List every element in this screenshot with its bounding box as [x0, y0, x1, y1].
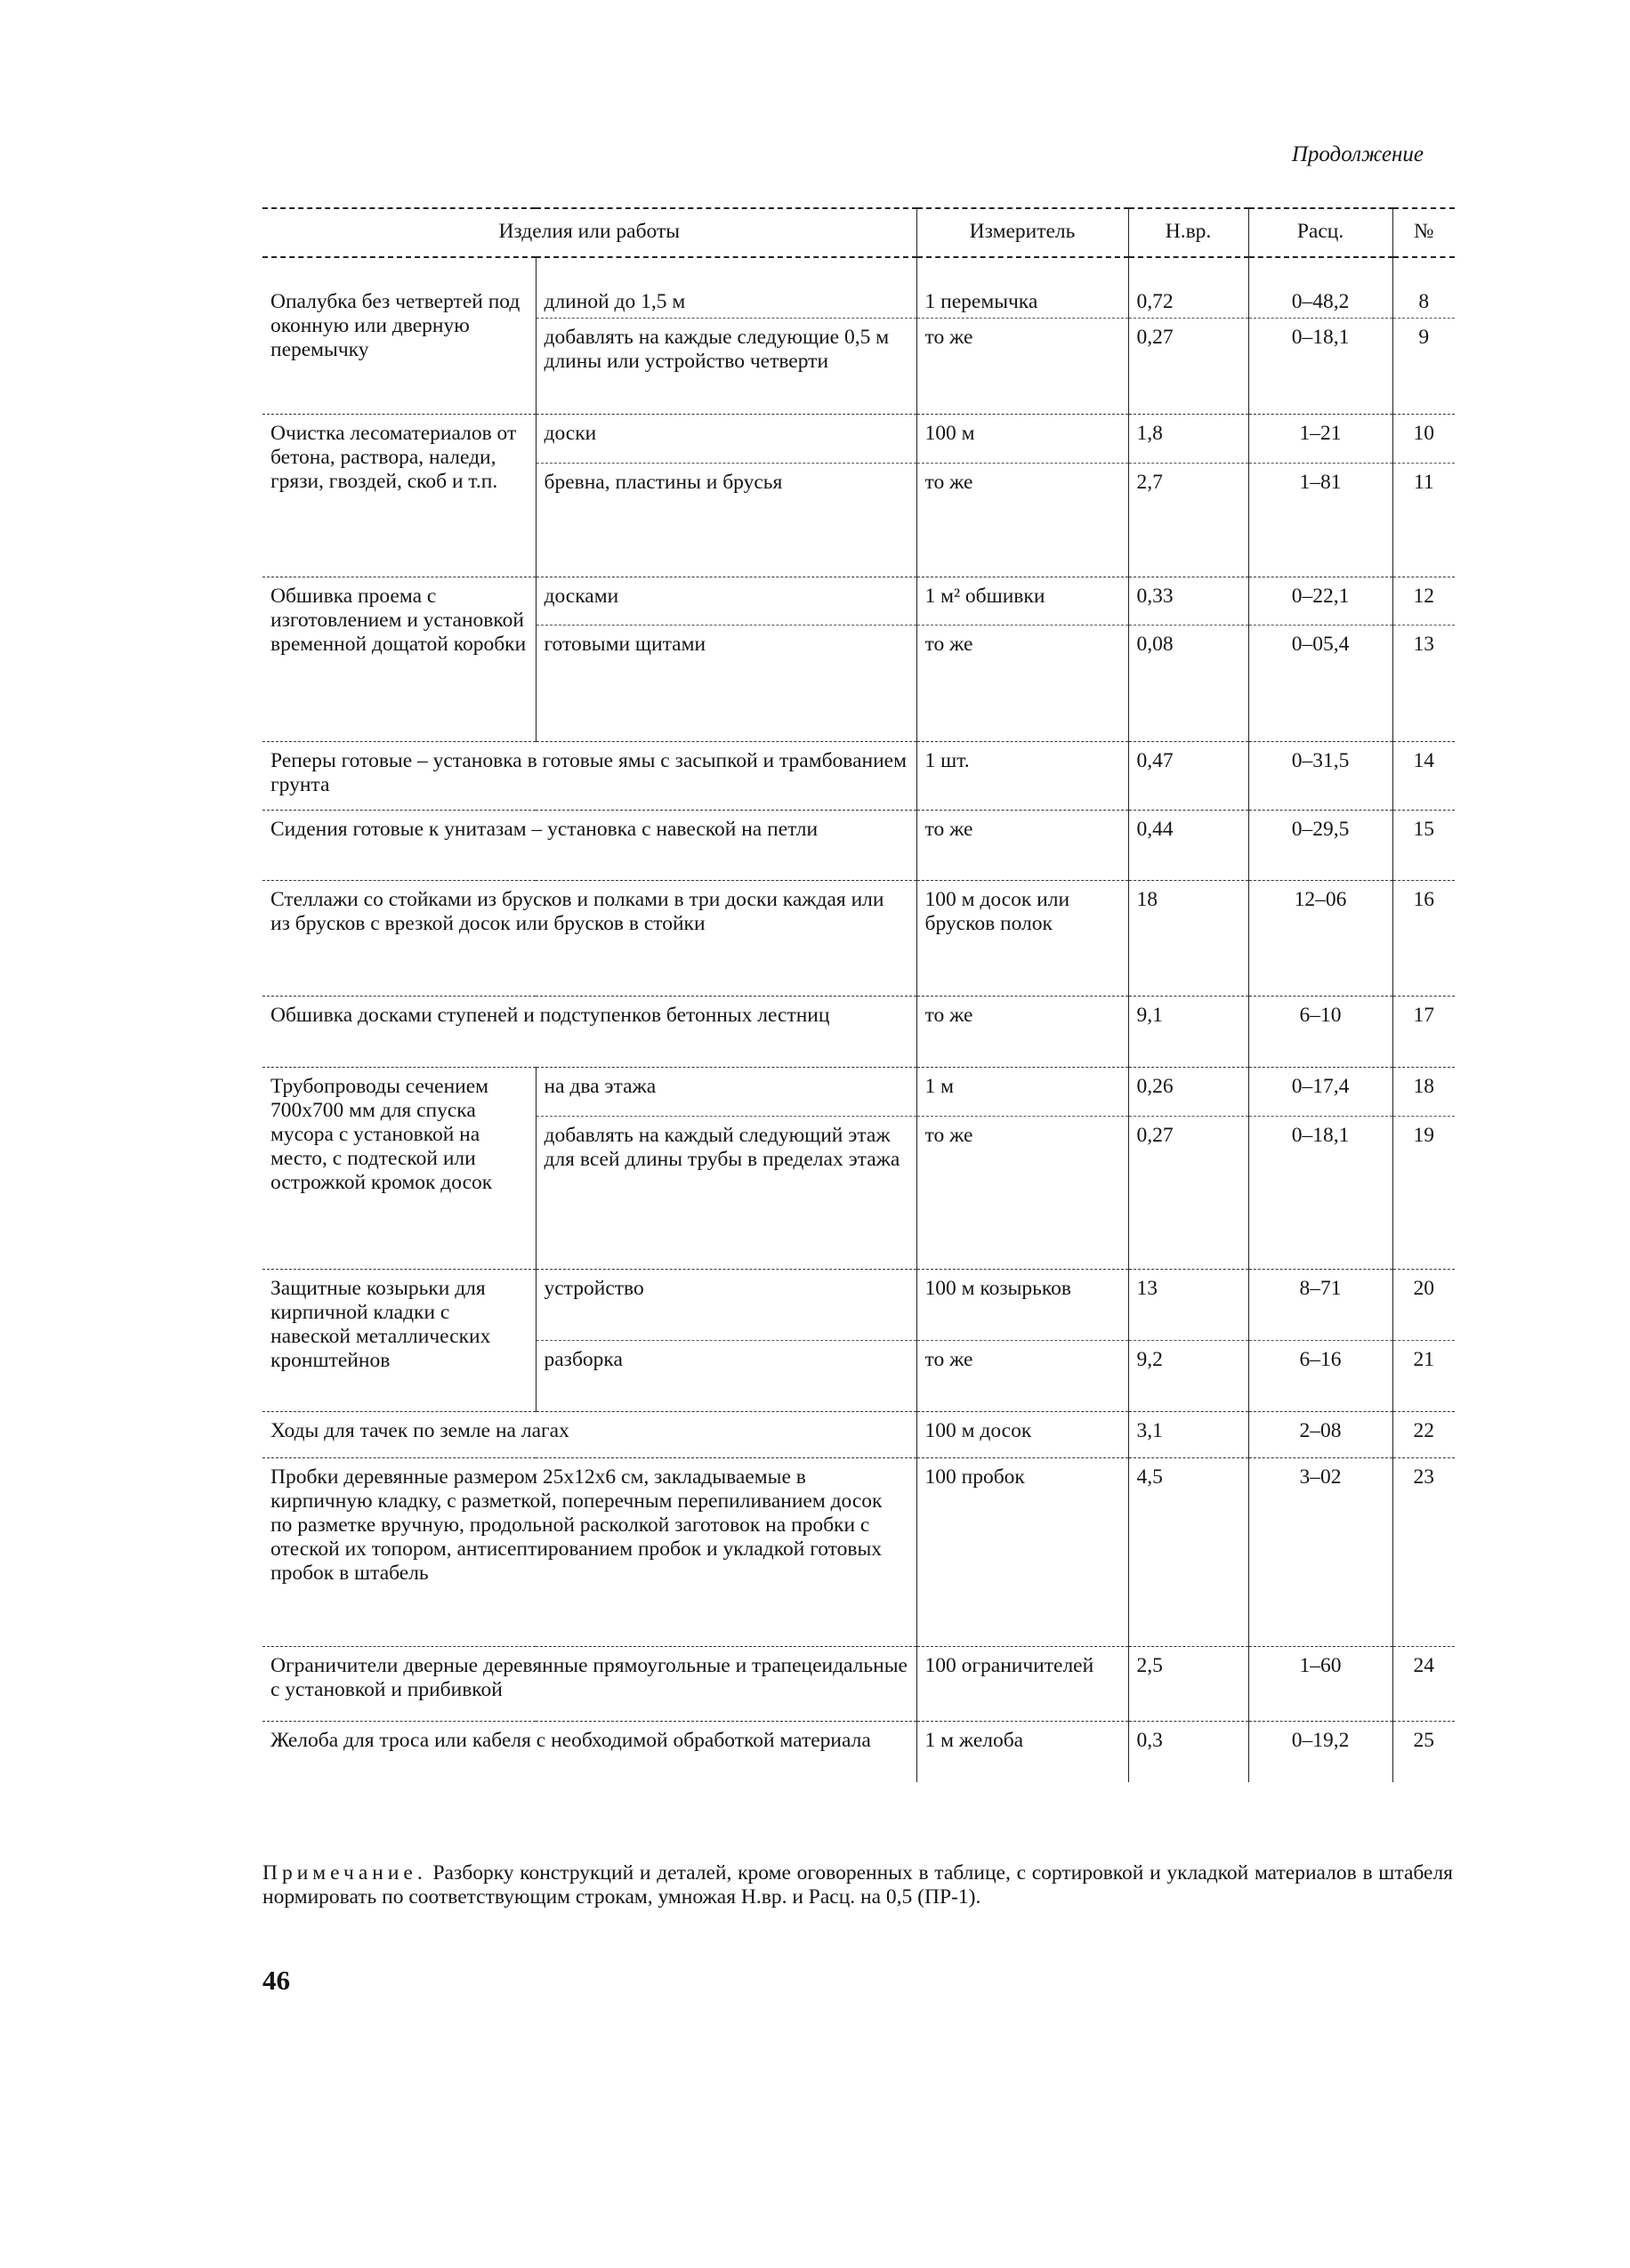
unit-cell: то же: [916, 1117, 1128, 1270]
work-cell: Реперы готовые – установка в готовые ямы с засыпкой и трамбованием грунта: [262, 742, 916, 811]
rate-cell: 0–29,5: [1248, 811, 1392, 881]
work-cell: Ходы для тачек по земле на лагах: [262, 1412, 916, 1458]
time-norm-cell: 0,33: [1128, 577, 1248, 626]
rate-cell: 1–21: [1248, 415, 1392, 464]
row-number-cell: 25: [1392, 1722, 1455, 1782]
time-norm-cell: 0,47: [1128, 742, 1248, 811]
work-cell: разборка: [536, 1341, 916, 1412]
table-row: [262, 1270, 1455, 1341]
rate-cell: 0–18,1: [1248, 1117, 1392, 1270]
work-cell: досками: [536, 577, 916, 626]
time-norm-cell: 0,27: [1128, 319, 1248, 415]
time-norm-cell: 4,5: [1128, 1458, 1248, 1647]
work-cell: Ограничители дверные деревянные прямоугольные и трапецеидальные с установкой и прибивкой: [262, 1647, 916, 1722]
table-row: [262, 881, 1455, 997]
row-number-cell: 23: [1392, 1458, 1455, 1647]
time-norm-cell: 9,2: [1128, 1341, 1248, 1412]
work-cell: бревна, пластины и брусья: [536, 464, 916, 577]
table-header-row: [262, 208, 1455, 257]
page-number: 46: [262, 1965, 290, 1996]
group-label: Очистка лесоматериалов от бетона, раствора, наледи, грязи, гвоздей, скоб и т.п.: [262, 415, 536, 577]
header-number: №: [1392, 208, 1455, 257]
rate-cell: 0–17,4: [1248, 1068, 1392, 1117]
table-row: [262, 1068, 1455, 1117]
row-number-cell: 10: [1392, 415, 1455, 464]
table-row: [262, 997, 1455, 1068]
rate-cell: 6–16: [1248, 1341, 1392, 1412]
row-number-cell: 24: [1392, 1647, 1455, 1722]
table-row: [262, 1458, 1455, 1647]
work-cell: Стеллажи со стойками из брусков и полками в три доски каждая или из брусков с врезкой досок или брусков в стойки: [262, 881, 916, 997]
work-cell: Пробки деревянные размером 25x12x6 см, закладываемые в кирпичную кладку, с разметкой, поперечным перепиливанием досок по разметке вручную, продольной расколкой заготовок на пробки с отеской их топором, антисептированием пробок и укладкой готовых пробок в штабель: [262, 1458, 916, 1647]
unit-cell: то же: [916, 1341, 1128, 1412]
continuation-label: Продолжение: [1291, 142, 1424, 166]
unit-cell: 1 перемычка: [916, 257, 1128, 319]
time-norm-cell: 0,08: [1128, 626, 1248, 742]
footnote: [262, 1861, 1453, 1909]
time-norm-cell: 0,26: [1128, 1068, 1248, 1117]
unit-cell: то же: [916, 997, 1128, 1068]
work-cell: доски: [536, 415, 916, 464]
header-time-norm: Н.вр.: [1128, 208, 1248, 257]
table-row: [262, 1412, 1455, 1458]
time-norm-cell: 3,1: [1128, 1412, 1248, 1458]
unit-cell: 1 м: [916, 1068, 1128, 1117]
work-cell: на два этажа: [536, 1068, 916, 1117]
work-cell: готовыми щитами: [536, 626, 916, 742]
group-label: Обшивка проема с изготовлением и установкой временной дощатой коробки: [262, 577, 536, 742]
work-cell: устройство: [536, 1270, 916, 1341]
rate-cell: 6–10: [1248, 997, 1392, 1068]
row-number-cell: 12: [1392, 577, 1455, 626]
time-norm-cell: 2,5: [1128, 1647, 1248, 1722]
rate-cell: 0–31,5: [1248, 742, 1392, 811]
table-row: [262, 742, 1455, 811]
rate-cell: 0–22,1: [1248, 577, 1392, 626]
row-number-cell: 18: [1392, 1068, 1455, 1117]
work-cell: добавлять на каждые следующие 0,5 м длины или устройство четверти: [536, 319, 916, 415]
time-norm-cell: 9,1: [1128, 997, 1248, 1068]
row-number-cell: 9: [1392, 319, 1455, 415]
table-row: [262, 1722, 1455, 1782]
time-norm-cell: 13: [1128, 1270, 1248, 1341]
unit-cell: 100 м досок: [916, 1412, 1128, 1458]
rate-cell: 1–81: [1248, 464, 1392, 577]
unit-cell: то же: [916, 319, 1128, 415]
unit-cell: то же: [916, 626, 1128, 742]
row-number-cell: 13: [1392, 626, 1455, 742]
table-row: [262, 577, 1455, 626]
header-rate: Расц.: [1248, 208, 1392, 257]
unit-cell: то же: [916, 811, 1128, 881]
rate-cell: 8–71: [1248, 1270, 1392, 1341]
unit-cell: 1 м желоба: [916, 1722, 1128, 1782]
row-number-cell: 17: [1392, 997, 1455, 1068]
time-norm-cell: 1,8: [1128, 415, 1248, 464]
note-label: Примечание.: [262, 1861, 427, 1885]
row-number-cell: 16: [1392, 881, 1455, 997]
rate-cell: 2–08: [1248, 1412, 1392, 1458]
rate-cell: 0–48,2: [1248, 257, 1392, 319]
header-works: Изделия или работы: [262, 208, 916, 257]
unit-cell: 1 шт.: [916, 742, 1128, 811]
note-text: Разборку конструкций и деталей, кроме оговоренных в таблице, с сортировкой и укладкой материалов в штабеля нормировать по соответствующим строкам, умножая Н.вр. и Расц. на 0,5 (ПР-1).: [262, 1861, 1453, 1909]
group-label: Защитные козырьки для кирпичной кладки с навеской металлических кронштейнов: [262, 1270, 536, 1412]
time-norm-cell: 0,27: [1128, 1117, 1248, 1270]
unit-cell: 100 ограничителей: [916, 1647, 1128, 1722]
row-number-cell: 21: [1392, 1341, 1455, 1412]
group-label: Опалубка без четвертей под оконную или дверную перемычку: [262, 257, 536, 415]
rate-cell: 0–05,4: [1248, 626, 1392, 742]
time-norm-cell: 0,3: [1128, 1722, 1248, 1782]
table-row: [262, 1647, 1455, 1722]
unit-cell: 1 м² обшивки: [916, 577, 1128, 626]
work-cell: Желоба для троса или кабеля с необходимой обработкой материала: [262, 1722, 916, 1782]
row-number-cell: 15: [1392, 811, 1455, 881]
rate-cell: 3–02: [1248, 1458, 1392, 1647]
table-row: [262, 257, 1455, 319]
row-number-cell: 8: [1418, 290, 1430, 313]
unit-cell: 100 м: [916, 415, 1128, 464]
time-norm-cell: 0,44: [1128, 811, 1248, 881]
table-row: [262, 811, 1455, 881]
unit-cell: то же: [916, 464, 1128, 577]
work-cell: Сидения готовые к унитазам – установка с навеской на петли: [262, 811, 916, 881]
row-number-cell: 22: [1392, 1412, 1455, 1458]
time-norm-cell: 18: [1128, 881, 1248, 997]
row-number-cell: 14: [1392, 742, 1455, 811]
rate-cell: 0–18,1: [1248, 319, 1392, 415]
unit-cell: 100 пробок: [916, 1458, 1128, 1647]
table-row: [262, 415, 1455, 464]
group-label: Трубопроводы сечением 700x700 мм для спуска мусора с установкой на место, с подтеской или острожкой кромок досок: [262, 1068, 536, 1270]
row-number-cell: 19: [1392, 1117, 1455, 1270]
row-number-cell: 20: [1392, 1270, 1455, 1341]
unit-cell: 100 м козырьков: [916, 1270, 1128, 1341]
row-number-cell: 11: [1392, 464, 1455, 577]
norms-table-area: [262, 207, 1455, 1782]
work-cell: добавлять на каждый следующий этаж для всей длины трубы в пределах этажа: [536, 1117, 916, 1270]
rate-cell: 0–19,2: [1248, 1722, 1392, 1782]
time-norm-cell: 0,72: [1128, 257, 1248, 319]
time-norm-cell: 2,7: [1128, 464, 1248, 577]
norms-table: [262, 207, 1455, 1782]
work-cell: Обшивка досками ступеней и подступенков бетонных лестниц: [262, 997, 916, 1068]
work-cell: длиной до 1,5 м: [536, 257, 916, 319]
header-unit: Измеритель: [916, 208, 1128, 257]
rate-cell: 1–60: [1248, 1647, 1392, 1722]
unit-cell: 100 м досок или брусков полок: [916, 881, 1128, 997]
rate-cell: 12–06: [1248, 881, 1392, 997]
